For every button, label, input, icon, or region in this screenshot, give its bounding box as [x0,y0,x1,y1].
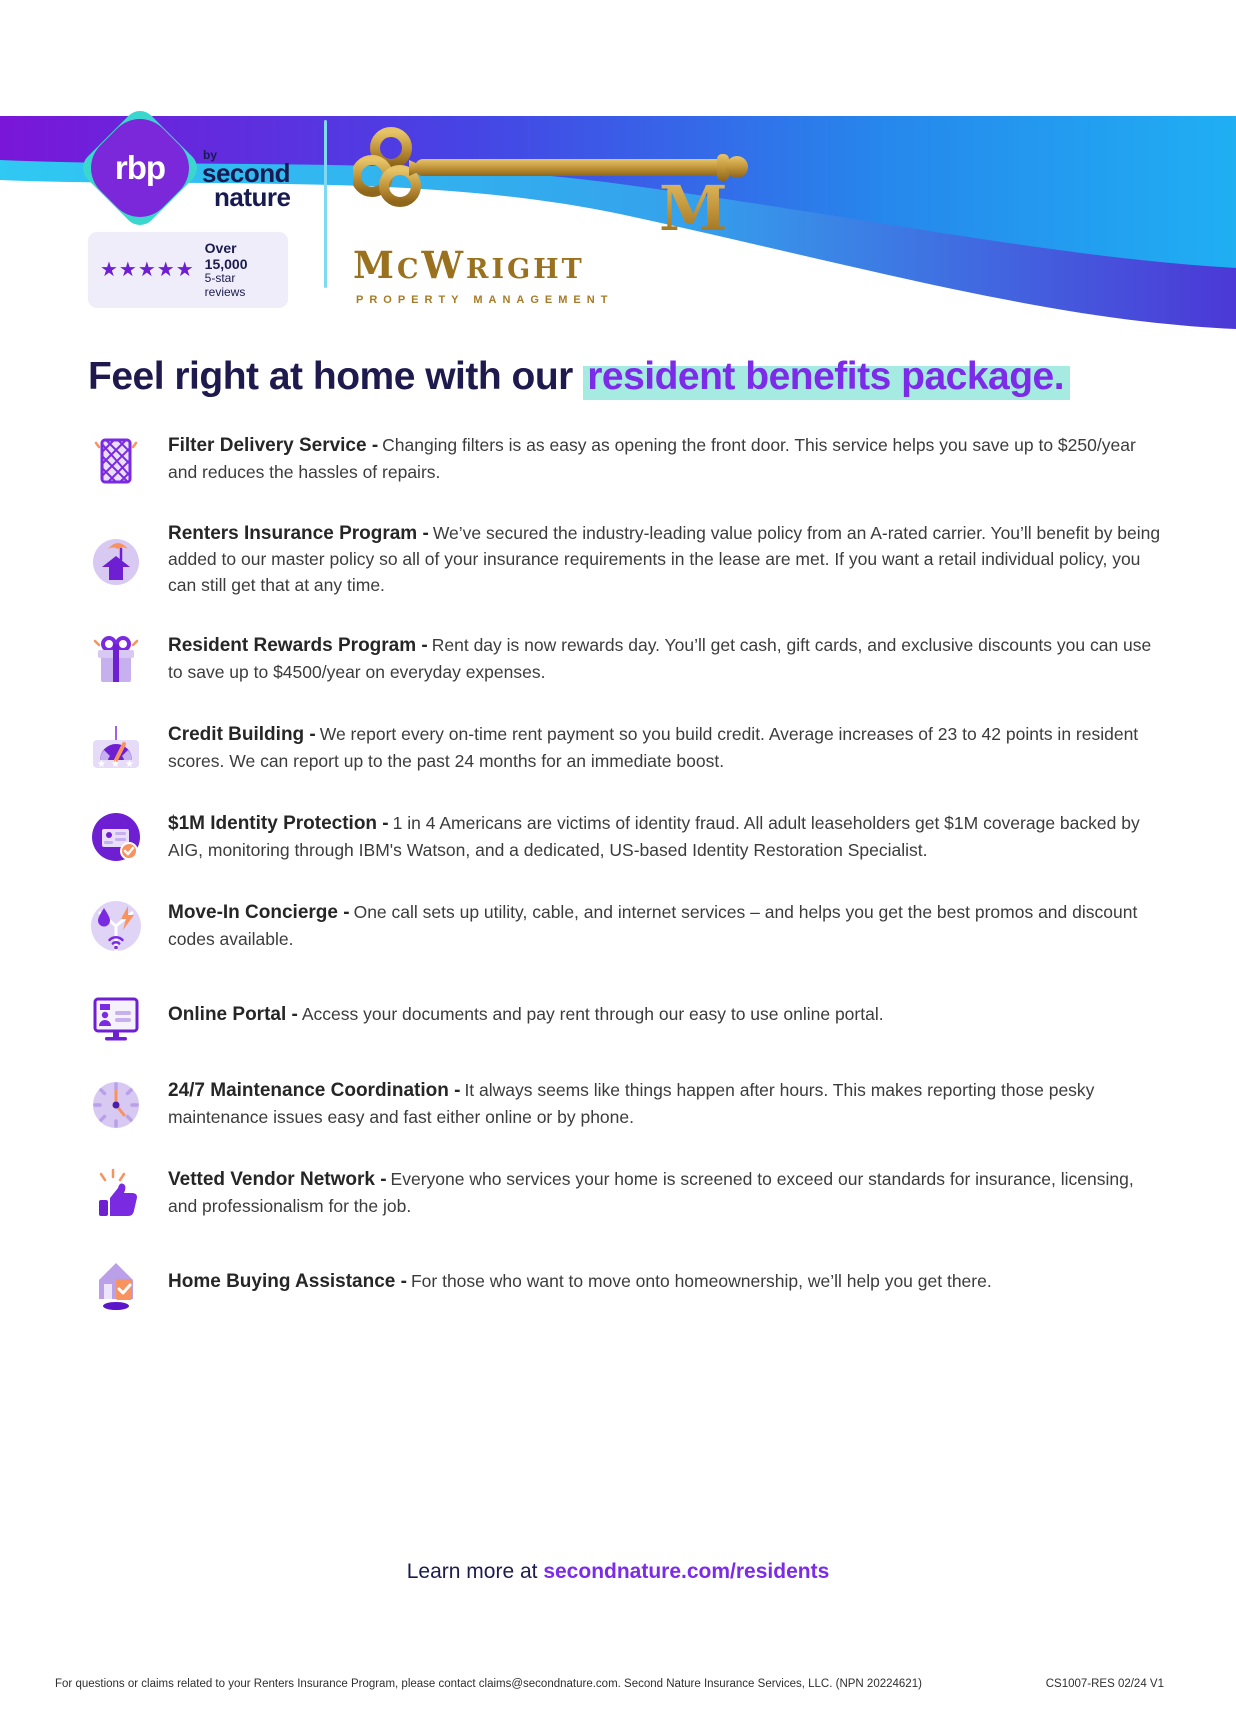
benefit-filter-delivery [88,431,1166,487]
benefit-text: Online Portal - Access your documents and pay rent through our easy to use online portal. [168,1004,884,1026]
benefit-move-in-concierge [88,898,1166,954]
svg-text:★: ★ [125,758,134,770]
mcwright-tagline: PROPERTY MANAGEMENT [356,294,614,306]
gold-key-icon [353,118,763,236]
monitor-icon [88,987,144,1043]
benefit-identity-protection [88,809,1166,865]
footer-disclaimer: For questions or claims related to your Renters Insurance Program, please contact claims@secondnature.com. Second Nature Insurance Services, LLC. (NPN 20224621) [55,1678,922,1690]
rbp-brand-block [88,116,306,308]
benefit-renters-insurance [88,520,1166,598]
secondnature-residents-link[interactable]: secondnature.com/residents [543,1560,830,1583]
id-shield-icon [88,809,144,865]
by-label: by [203,148,218,163]
benefit-vendor-network [88,1165,1166,1221]
benefit-text: Resident Rewards Program - Rent day is now rewards day. You’ll get cash, gift cards, and exclusive discounts you can use to save up to $4500/year on everyday expenses. [168,635,1152,682]
clock-icon [88,1076,144,1132]
rbp-logo [88,116,192,220]
rbp-logo-text: rbp [114,149,166,186]
benefit-text: Home Buying Assistance - For those who want to move onto homeownership, we’ll help you get there. [168,1271,992,1293]
benefit-text: Renters Insurance Program - We’ve secured the industry-leading value policy from an A-rated carrier. You’ll benefit by being added to our master policy so all of your insurance requirements in the lease are met. If you want a retail individual policy, you can still get that at any time. [168,522,1161,595]
five-stars-icon: ★★★★★ [100,258,195,281]
umbrella-house-icon [88,531,144,587]
reviews-badge [88,232,288,308]
utilities-icon [88,898,144,954]
svg-text:★: ★ [111,758,120,770]
logo-row [0,116,1236,308]
benefit-credit-building [88,720,1166,776]
benefit-online-portal [88,987,1166,1043]
home-check-icon [88,1254,144,1310]
footer [55,1678,1164,1690]
benefit-text: Credit Building - We report every on-time rent payment so you build credit. Average increases of 23 to 42 points in resident scores. We can report up to the past 24 months for an immediate boost. [168,724,1139,771]
learn-more-line [0,1560,1236,1584]
headline-highlight: resident benefits package. [583,355,1070,400]
gift-icon [88,631,144,687]
benefit-home-buying [88,1254,1166,1310]
benefits-list [0,431,1236,1310]
second-nature-logo [202,148,291,213]
mcwright-wordmark: MCWRIGHT [353,243,585,287]
second-label: second [202,158,291,189]
footer-doc-code: CS1007-RES 02/24 V1 [1045,1678,1164,1690]
benefit-text: Filter Delivery Service - Changing filters is as easy as opening the front door. This service helps you save up to $250/year and reduces the hassles of repairs. [168,435,1136,482]
benefit-maintenance [88,1076,1166,1132]
page-title [88,354,1176,401]
benefit-text: Vetted Vendor Network - Everyone who services your home is screened to exceed our standards for insurance, licensing, and professionalism for the job. [168,1169,1134,1216]
learn-more-prefix: Learn more at [406,1560,544,1583]
reviews-count: Over 15,000 [204,240,248,273]
benefit-text: 24/7 Maintenance Coordination - It always seems like things happen after hours. This makes reporting those pesky maintenance issues easy and fast either online or by phone. [168,1080,1095,1127]
headline-prefix: Feel right at home with our [88,354,584,398]
benefit-text: $1M Identity Protection - 1 in 4 Americans are victims of identity fraud. All adult leaseholders get $1M coverage backed by AIG, monitoring through IBM's Watson, and a dedicated, US-based Identity Restoration Specialist. [168,813,1140,860]
benefit-resident-rewards [88,631,1166,687]
credit-gauge-icon [88,720,144,776]
logo-divider [324,120,327,288]
mcwright-monogram: M [659,172,728,236]
svg-text:★: ★ [97,758,106,770]
thumbs-up-icon [88,1165,144,1221]
nature-label: nature [214,182,291,213]
reviews-label: 5-star reviews [204,271,246,299]
filter-icon [88,431,144,487]
benefit-text: Move-In Concierge - One call sets up utility, cable, and internet services – and helps you get the best promos and discount codes available. [168,902,1138,949]
mcwright-logo [353,118,763,306]
